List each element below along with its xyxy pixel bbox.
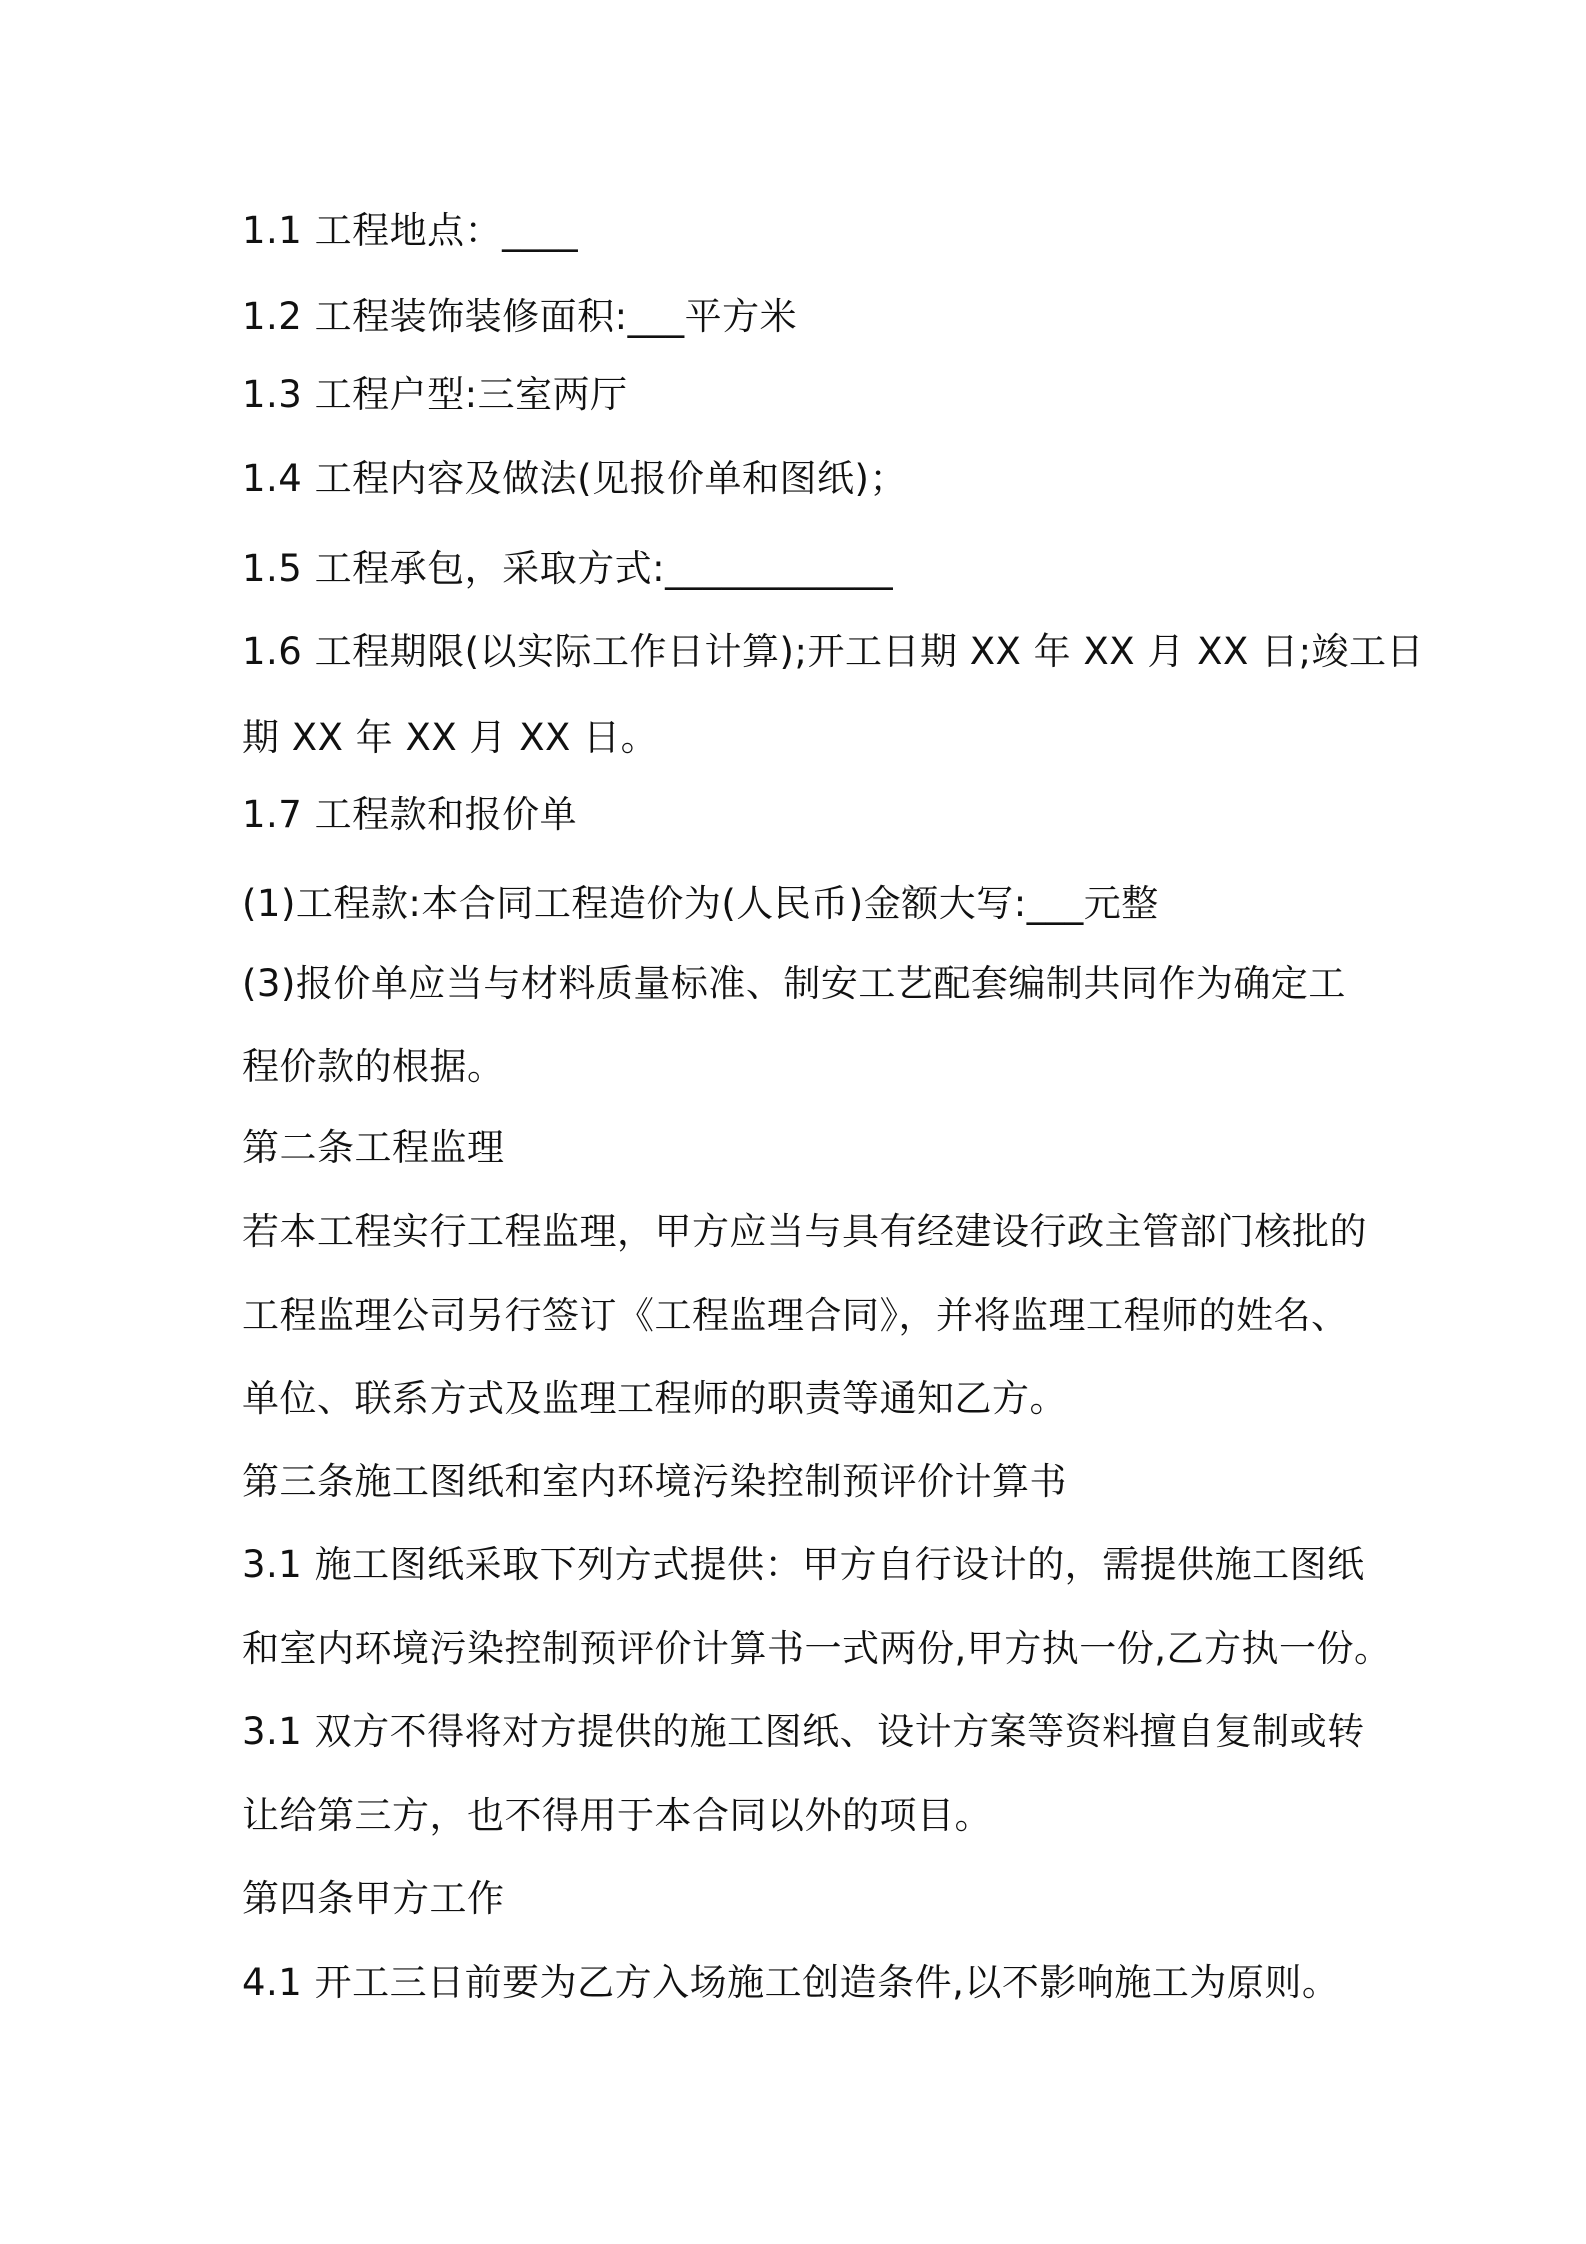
clause-3-1-copy-line-2: 让给第三方，也不得用于本合同以外的项目。 — [242, 1794, 992, 1837]
clause-4-1-text: 4.1 开工三日前要为乙方入场施工创造条件,以不影响施工为原则。 — [242, 1961, 1340, 2004]
clause-3-1-drawings-line-2: 和室内环境污染控制预评价计算书一式两份,甲方执一份,乙方执一份。 — [242, 1627, 1392, 1670]
clause-1-6-period-line-2: 期 XX 年 XX 月 XX 日。 — [242, 716, 659, 759]
clause-3-1-drawings-line-1: 3.1 施工图纸采取下列方式提供：甲方自行设计的，需提供施工图纸 — [242, 1543, 1365, 1586]
article-4-heading: 第四条甲方工作 — [242, 1877, 505, 1920]
clause-1-2-area: 1.2 工程装饰装修面积:___平方米 — [242, 295, 798, 338]
clause-1-1-location: 1.1 工程地点：____ — [242, 209, 579, 252]
article-2-text-line-2: 工程监理公司另行签订《工程监理合同》，并将监理工程师的姓名、 — [242, 1294, 1349, 1337]
clause-3-1-copy-line-1: 3.1 双方不得将对方提供的施工图纸、设计方案等资料擅自复制或转 — [242, 1710, 1365, 1753]
clause-1-4-content: 1.4 工程内容及做法(见报价单和图纸)； — [242, 457, 907, 500]
article-2-text-line-1: 若本工程实行工程监理，甲方应当与具有经建设行政主管部门核批的 — [242, 1210, 1367, 1253]
clause-1-5-contracting: 1.5 工程承包，采取方式:____________ — [242, 547, 894, 590]
article-2-heading: 第二条工程监理 — [242, 1126, 505, 1169]
article-3-heading: 第三条施工图纸和室内环境污染控制预评价计算书 — [242, 1460, 1067, 1503]
clause-1-7-3-quote-line-2: 程价款的根据。 — [242, 1045, 505, 1088]
clause-1-7-3-quote-line-1: (3)报价单应当与材料质量标准、制安工艺配套编制共同作为确定工 — [242, 962, 1346, 1005]
clause-1-6-period-line-1: 1.6 工程期限(以实际工作日计算);开工日期 XX 年 XX 月 XX 日;竣工日 — [242, 630, 1425, 673]
clause-1-3-layout: 1.3 工程户型:三室两厅 — [242, 373, 628, 416]
article-2-text-line-3: 单位、联系方式及监理工程师的职责等通知乙方。 — [242, 1377, 1067, 1420]
clause-1-7-1-payment: (1)工程款:本合同工程造价为(人民币)金额大写:___元整 — [242, 882, 1159, 925]
clause-1-7-heading: 1.7 工程款和报价单 — [242, 793, 578, 836]
